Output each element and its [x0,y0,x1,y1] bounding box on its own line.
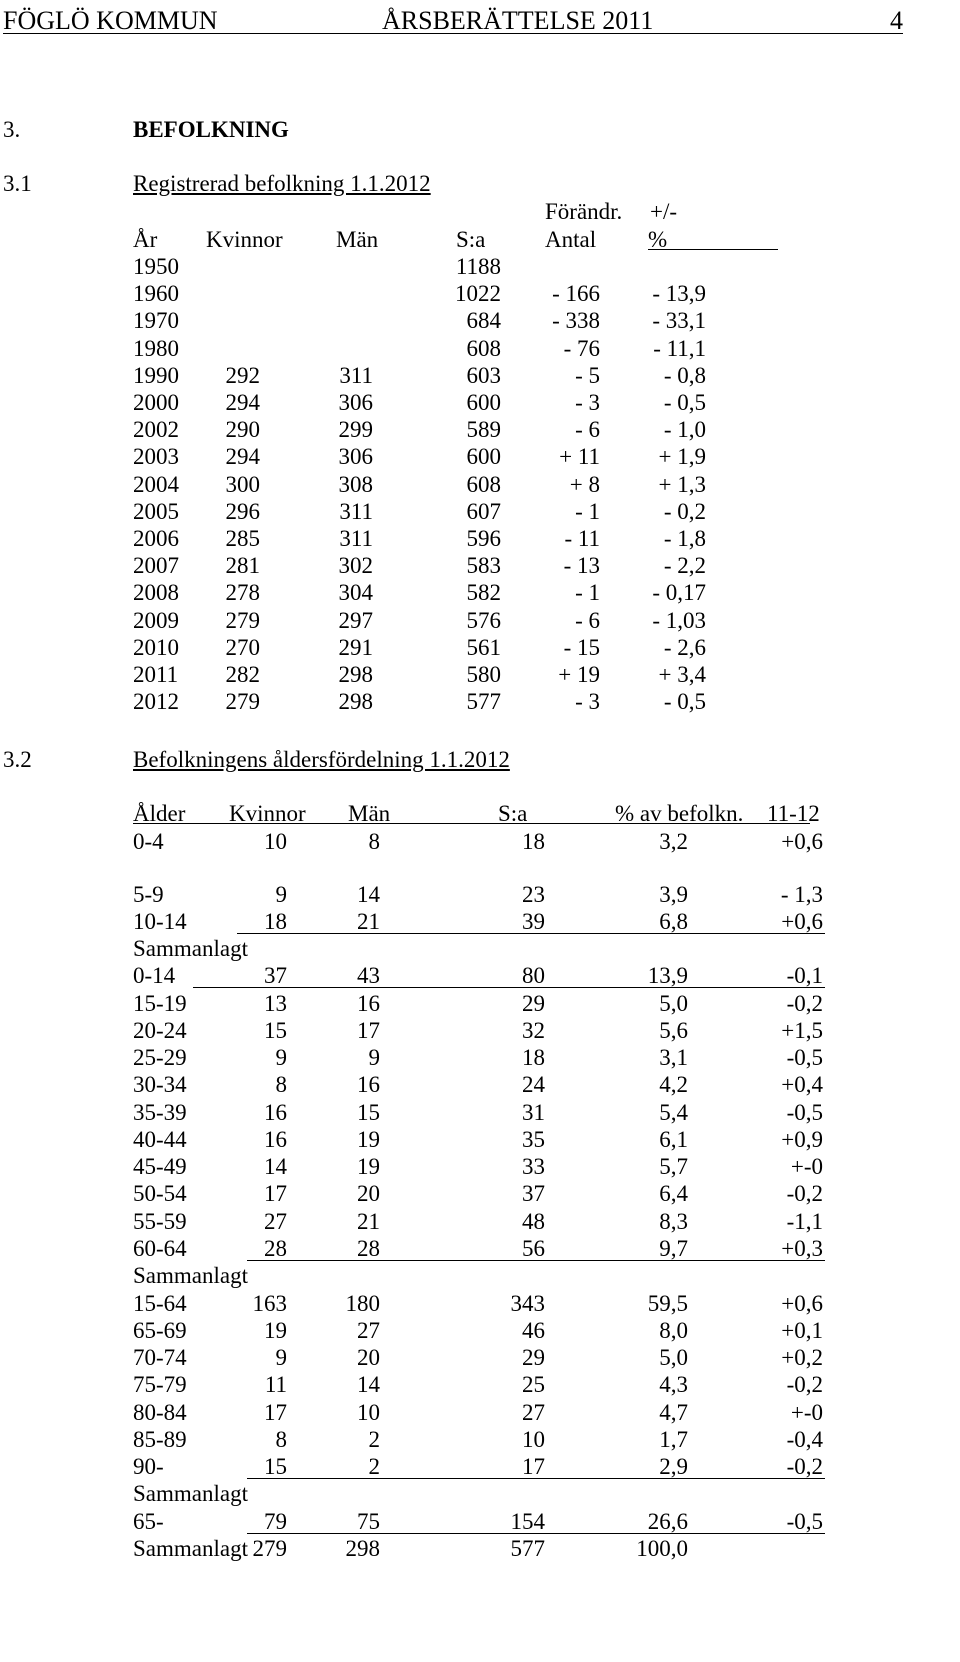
table2-label-cell: Sammanlagt [133,1481,248,1506]
header-municipality: FÖGLÖ KOMMUN [3,6,218,35]
table2-cell: 18 [264,909,287,934]
table1-cell: 561 [466,634,501,660]
table1-cell: + 1,3 [658,471,706,497]
table2-cell: 3,9 [659,882,688,907]
table2-cell: 21 [357,909,380,934]
table2-cell: 21 [357,1209,380,1234]
table2-header-col: 11-12 [767,801,820,826]
section-title: BEFOLKNING [133,117,289,142]
table1-cell: - 13 [563,553,600,579]
table1-cell: 596 [466,526,501,551]
table2-cell: 48 [522,1209,545,1234]
table1-header-col: Män [336,227,379,252]
table2-cell: 31 [522,1100,545,1125]
table2-cell: 8,3 [659,1209,688,1234]
table2-cell: +-0 [790,1400,823,1425]
table2-label-cell: 0-4 [133,829,164,854]
table2-cell: 6,1 [659,1127,688,1152]
table2-cell: 3,1 [659,1045,688,1070]
table2-cell: 28 [264,1236,287,1261]
table2-cell: +0,6 [781,1291,823,1316]
table1-cell: 576 [466,607,501,633]
table2-cell: 9 [368,1045,380,1070]
table1-cell: - 2,6 [663,634,706,660]
subsection-3-1-title: Registrerad befolkning 1.1.2012 [133,171,431,196]
table2-cell: 26,6 [647,1509,688,1534]
table1-cell: - 3 [575,390,600,415]
table2-cell: 75 [357,1509,380,1534]
table1-cell: 608 [466,335,501,361]
table2-cell: 8 [275,1427,287,1452]
table2-cell: 9,7 [659,1236,688,1261]
table2-cell: 43 [357,963,380,988]
table1-cell: - 76 [563,335,600,361]
table1-cell: - 33,1 [652,308,706,334]
table1-cell: 291 [338,634,373,660]
table2-label-cell: Sammanlagt [133,1536,248,1561]
table1-cell: 311 [339,498,373,524]
table2-label-cell: 70-74 [133,1345,187,1370]
table1-cell: 298 [338,662,373,687]
table2-cell: +0,6 [781,909,823,934]
table2-cell: +0,9 [781,1127,823,1152]
table1-cell: + 1,9 [658,444,706,470]
table2-cell: 15 [264,1454,287,1479]
table1-year-cell: 2008 [133,580,179,606]
table2-label-cell: 40-44 [133,1127,187,1152]
table1-cell: 600 [466,444,501,470]
table2-label-cell: 75-79 [133,1372,187,1397]
table2-cell: 10 [264,829,287,854]
table2-cell: -0,2 [786,1454,823,1479]
table2-cell: 37 [264,963,287,988]
table1-year-cell: 2003 [133,444,179,470]
table2-cell: -0,2 [786,991,823,1016]
table2-label-cell: 55-59 [133,1209,187,1234]
table1-cell: 285 [225,526,260,551]
table2-cell: 10 [357,1400,380,1425]
table2-label-cell: 45-49 [133,1154,187,1179]
table1-year-cell: 2011 [133,662,179,687]
table1-cell: - 6 [575,607,600,633]
table2-cell: 19 [264,1318,287,1343]
table1-cell: 281 [225,553,260,579]
table1-cell: 607 [466,498,501,524]
table2-label-cell: 35-39 [133,1100,187,1125]
table1-cell: - 1,03 [652,607,706,633]
table1-year-cell: 1980 [133,335,179,361]
header-report-title: ÅRSBERÄTTELSE 2011 [382,6,654,35]
table1-cell: - 11 [564,526,600,551]
table1-cell: + 19 [558,662,600,687]
table2-cell: +0,3 [781,1236,823,1261]
table2-cell: 19 [357,1127,380,1152]
table1-year-cell: 1950 [133,254,179,279]
table2-cell: 80 [522,963,545,988]
table2-label-cell: 65- [133,1509,164,1534]
table2-cell: 24 [522,1072,545,1097]
table2-cell: 3,2 [659,829,688,854]
table1-cell: 300 [225,471,260,497]
table2-cell: 13,9 [647,963,688,988]
table2-label-cell: 10-14 [133,909,187,934]
header-rule [3,33,903,34]
table2-header-col: S:a [498,801,528,826]
table2-cell: 17 [264,1400,287,1425]
table1-cell: - 0,2 [663,498,706,524]
table2-cell: 13 [264,991,287,1016]
table2-label-cell: Sammanlagt [133,1263,248,1288]
table2-label-cell: 80-84 [133,1400,187,1425]
table2-cell: 28 [357,1236,380,1261]
table2-cell: 17 [264,1181,287,1206]
table1-year-cell: 1990 [133,362,179,388]
table2-group-underline [193,987,825,988]
table1-header-col: % [648,227,668,252]
table2-cell: 5,7 [659,1154,688,1179]
table1-cell: 311 [339,362,373,388]
table2-group-underline [247,1260,825,1261]
table1-cell: 582 [466,580,501,606]
table2-header-col: Män [348,801,391,826]
table2-cell: 37 [522,1181,545,1206]
table1-year-cell: 2012 [133,689,179,715]
table2-cell: 5,6 [659,1018,688,1043]
table1-cell: 306 [338,390,373,415]
table2-cell: 100,0 [636,1536,688,1561]
table2-cell: 15 [357,1100,380,1125]
table1-header-col: Kvinnor [206,227,283,252]
table1-cell: - 5 [575,362,600,388]
table1-cell: - 0,5 [663,689,706,715]
table1-cell: - 1,8 [663,526,706,551]
section-number: 3. [3,117,21,142]
table1-year-cell: 2002 [133,417,179,443]
table1-cell: - 1 [575,498,600,524]
table1-year-cell: 2010 [133,634,179,660]
table2-cell: 39 [522,909,545,934]
table1-cell: 603 [466,362,501,388]
table1-cell: + 8 [569,471,600,497]
table1-cell: 294 [225,390,260,415]
table2-cell: 59,5 [647,1291,688,1316]
table2-cell: -0,5 [786,1100,823,1125]
table2-cell: +0,2 [781,1345,823,1370]
table2-cell: -1,1 [786,1209,823,1234]
table2-cell: -0,5 [786,1509,823,1534]
table2-cell: 29 [522,1345,545,1370]
table2-cell: -0,2 [786,1372,823,1397]
table2-cell: 33 [522,1154,545,1179]
table2-label-cell: 15-64 [133,1291,187,1316]
table1-header-col: År [133,227,158,252]
table2-cell: 5,0 [659,991,688,1016]
table2-group-underline [247,1478,825,1479]
table2-cell: 19 [357,1154,380,1179]
table1-cell: - 166 [552,281,600,307]
table2-cell: 298 [345,1536,380,1561]
table2-cell: 27 [522,1400,545,1425]
header-page-number: 4 [890,6,903,35]
table1-cell: 304 [338,580,373,606]
table2-cell: 46 [522,1318,545,1343]
table1-cell: 270 [225,634,260,660]
table1-header-pm: +/- [650,199,678,224]
table1-cell: - 0,8 [663,362,706,388]
table1-cell: 279 [225,607,260,633]
table1-year-cell: 2005 [133,498,179,524]
table1-cell: 297 [338,607,373,633]
table2-cell: 2,9 [659,1454,688,1479]
table2-cell: 16 [264,1100,287,1125]
table2-cell: 6,8 [659,909,688,934]
table2-label-cell: 5-9 [133,882,164,907]
table1-cell: - 0,5 [663,390,706,415]
table1-cell: 311 [339,526,373,551]
table1-cell: 306 [338,444,373,470]
table2-cell: 4,3 [659,1372,688,1397]
table1-cell: 299 [338,417,373,443]
table2-cell: 9 [275,1345,287,1370]
table1-cell: 282 [225,662,260,687]
table2-cell: +-0 [790,1154,823,1179]
table2-cell: 17 [357,1018,380,1043]
table2-cell: 2 [368,1427,380,1452]
table1-cell: 684 [466,308,501,334]
table1-cell: 608 [466,471,501,497]
table2-cell: 27 [357,1318,380,1343]
table2-cell: +0,4 [781,1072,823,1097]
table1-year-cell: 1970 [133,308,179,334]
table2-cell: -0,2 [786,1181,823,1206]
table1-header-col: Antal [545,227,597,252]
table1-cell: 1022 [455,281,501,307]
table2-cell: 32 [522,1018,545,1043]
table2-cell: 8 [275,1072,287,1097]
table2-cell: 17 [522,1454,545,1479]
table1-cell: 279 [225,689,260,715]
table2-group-underline [247,1533,825,1534]
table1-cell: - 15 [563,634,600,660]
table2-label-cell: 85-89 [133,1427,187,1452]
table2-cell: - 1,3 [780,882,823,907]
table2-cell: 16 [357,1072,380,1097]
table1-header-col: S:a [456,227,486,252]
table1-cell: 1188 [455,254,501,279]
table2-cell: 79 [264,1509,287,1534]
table2-header-col: Ålder [133,801,186,826]
table1-cell: 308 [338,471,373,497]
table2-cell: 11 [264,1372,287,1397]
table2-label-cell: 60-64 [133,1236,187,1261]
table2-cell: 10 [522,1427,545,1452]
table2-cell: 9 [275,1045,287,1070]
table1-cell: 294 [225,444,260,470]
table1-cell: 296 [225,498,260,524]
table2-header-col: % av befolkn. [615,801,744,826]
table1-cell: - 6 [575,417,600,443]
table2-cell: 27 [264,1209,287,1234]
table2-cell: 279 [252,1536,287,1561]
table1-cell: - 2,2 [663,553,706,579]
table1-year-cell: 2006 [133,526,179,551]
table1-cell: 298 [338,689,373,715]
table2-label-cell: 30-34 [133,1072,187,1097]
table1-cell: 589 [466,417,501,443]
table2-group-underline [237,933,825,934]
table2-label-cell: 90- [133,1454,164,1479]
table1-cell: - 1,0 [663,417,706,443]
table2-cell: 8 [368,829,380,854]
table2-cell: 577 [510,1536,545,1561]
table2-cell: 18 [522,829,545,854]
table2-cell: 163 [252,1291,287,1316]
table1-cell: - 3 [575,689,600,715]
table2-cell: 5,4 [659,1100,688,1125]
table1-cell: - 13,9 [652,281,706,307]
table2-cell: 8,0 [659,1318,688,1343]
table2-cell: 9 [275,882,287,907]
table1-cell: 577 [466,689,501,715]
table2-header-col: Kvinnor [229,801,306,826]
table2-cell: 23 [522,882,545,907]
table1-cell: 290 [225,417,260,443]
table1-cell: 302 [338,553,373,579]
table2-cell: 20 [357,1181,380,1206]
table2-cell: 343 [510,1291,545,1316]
subsection-3-2-title: Befolkningens åldersfördelning 1.1.2012 [133,747,510,772]
table2-cell: 1,7 [659,1427,688,1452]
table2-cell: 15 [264,1018,287,1043]
table2-cell: 4,7 [659,1400,688,1425]
table2-cell: 29 [522,991,545,1016]
table2-cell: -0,4 [786,1427,823,1452]
subsection-3-1-number: 3.1 [3,171,32,196]
table2-cell: +0,6 [781,829,823,854]
table2-cell: 18 [522,1045,545,1070]
table2-cell: 14 [357,882,380,907]
table2-cell: 5,0 [659,1345,688,1370]
table1-cell: + 11 [559,444,600,470]
table2-cell: 16 [264,1127,287,1152]
table1-year-cell: 2000 [133,390,179,415]
table2-cell: +1,5 [781,1018,823,1043]
table2-cell: 16 [357,991,380,1016]
table2-label-cell: Sammanlagt [133,936,248,961]
table1-cell: - 1 [575,580,600,606]
table2-cell: +0,1 [781,1318,823,1343]
table1-year-cell: 1960 [133,281,179,307]
table1-year-cell: 2007 [133,553,179,579]
table1-year-cell: 2009 [133,607,179,633]
table1-cell: 580 [466,662,501,687]
table2-cell: 56 [522,1236,545,1261]
table2-cell: 35 [522,1127,545,1152]
table2-cell: 180 [345,1291,380,1316]
table2-label-cell: 20-24 [133,1018,187,1043]
table2-cell: 25 [522,1372,545,1397]
table2-label-cell: 25-29 [133,1045,187,1070]
table2-cell: 14 [264,1154,287,1179]
table2-label-cell: 50-54 [133,1181,187,1206]
table1-year-cell: 2004 [133,471,179,497]
table1-cell: - 338 [552,308,600,334]
table2-header-underline [133,823,810,824]
table2-cell: 20 [357,1345,380,1370]
table1-cell: - 0,17 [652,580,706,606]
table2-cell: 4,2 [659,1072,688,1097]
table1-cell: 292 [225,362,260,388]
table1-header-change: Förändr. [545,199,623,224]
table1-header-underline [648,249,778,250]
table2-cell: 154 [510,1509,545,1534]
table2-cell: -0,5 [786,1045,823,1070]
subsection-3-2-number: 3.2 [3,747,32,772]
table2-label-cell: 65-69 [133,1318,187,1343]
table1-cell: 583 [466,553,501,579]
table2-label-cell: 15-19 [133,991,187,1016]
table2-cell: 6,4 [659,1181,688,1206]
table2-cell: 2 [368,1454,380,1479]
table1-cell: - 11,1 [653,335,706,361]
table1-cell: 278 [225,580,260,606]
table2-cell: -0,1 [786,963,823,988]
table1-cell: + 3,4 [658,662,706,687]
table1-cell: 600 [466,390,501,415]
table2-label-cell: 0-14 [133,963,176,988]
table2-cell: 14 [357,1372,380,1397]
